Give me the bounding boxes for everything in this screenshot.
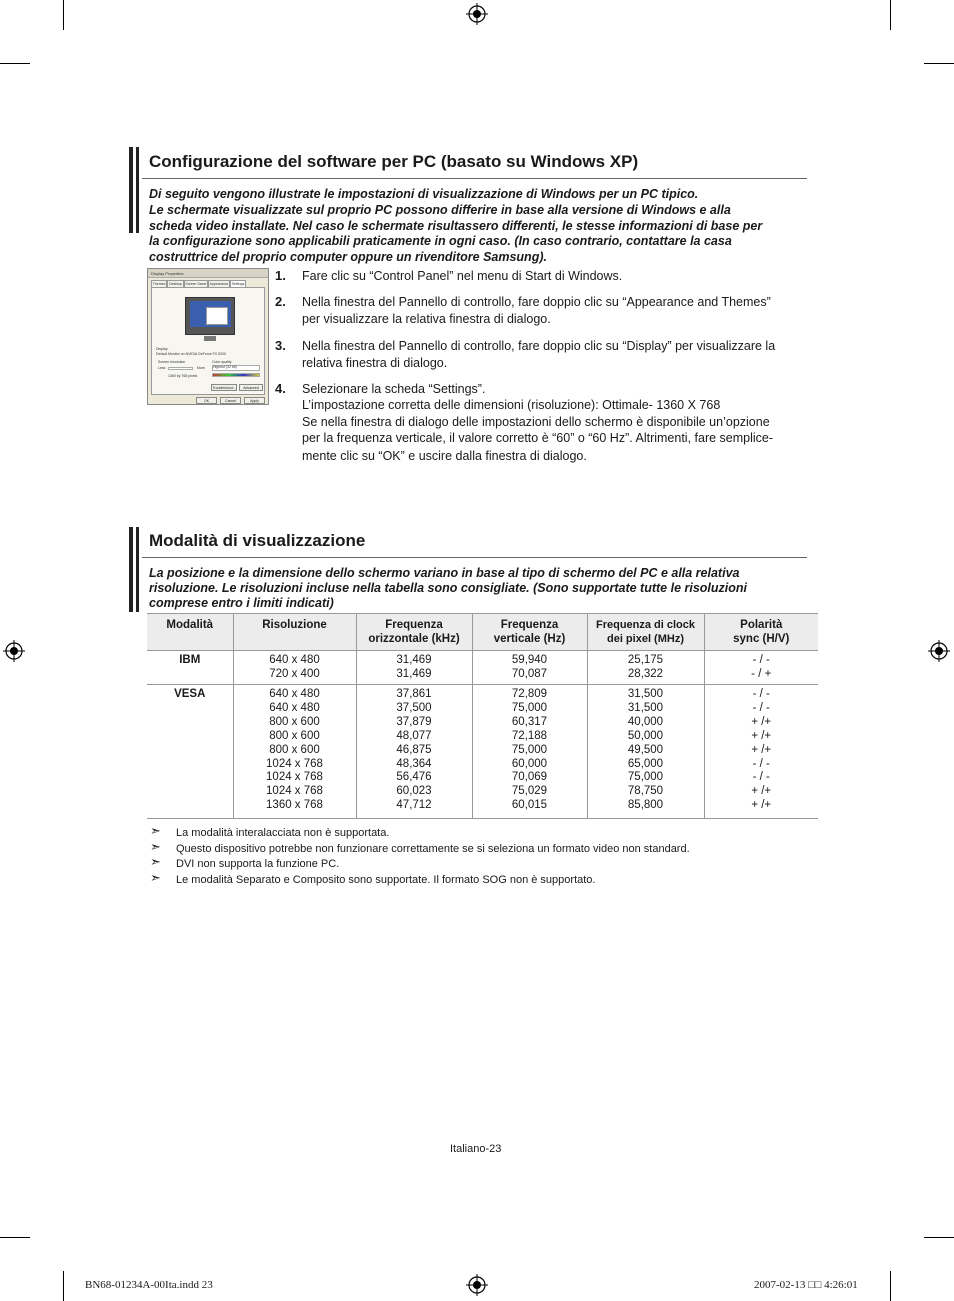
crop-mark <box>924 1237 954 1238</box>
display-value: Default Monitor on NVIDIA GeForce FX 5200 <box>156 352 226 356</box>
polarity-value: - / - <box>752 757 770 770</box>
crop-mark <box>890 1271 891 1301</box>
hfreq-cell <box>356 685 472 819</box>
clock-value: 25,175 <box>627 654 664 666</box>
resolution-value: 1024 x 768 <box>266 771 323 784</box>
clock-value: 75,000 <box>627 771 664 784</box>
step-line: Se nella finestra di dialogo delle impostazioni dello schermo è disponibile un’opzione <box>302 414 770 429</box>
clock-value: 50,000 <box>627 729 664 742</box>
crop-mark <box>0 63 30 64</box>
resolution-value: 640 x 480 <box>269 654 320 666</box>
step-number: 3. <box>275 338 286 353</box>
polarity-value: + /+ <box>751 743 772 756</box>
mode-cell: IBM <box>179 654 201 666</box>
intro-line: scheda video installate. Nel caso le schermate risultassero differenti, le stesse informazioni di base per <box>149 218 763 233</box>
table-header: Risoluzione <box>233 614 356 651</box>
dialog-title: Display Properties <box>148 269 268 278</box>
resolution-label: Screen resolution <box>158 360 186 364</box>
polarity-value: - / - <box>752 771 770 784</box>
polarity-value: + /+ <box>751 785 772 798</box>
resolution-value: 1360 by 768 pixels <box>168 374 198 378</box>
dialog-tab: Screen Saver <box>185 282 207 286</box>
clock-cell <box>587 685 704 819</box>
polarity-value: - / + <box>751 667 772 680</box>
cancel-button: Cancel <box>220 397 241 404</box>
section-title: Configurazione del software per PC (basato su Windows XP) <box>149 152 639 171</box>
step-text <box>302 268 812 285</box>
hfreq-value: 31,469 <box>396 667 432 680</box>
troubleshoot-button: Troubleshoot... <box>212 386 236 390</box>
resolution-value: 1360 x 768 <box>266 799 323 812</box>
section-rule <box>142 557 807 558</box>
resolution-value: 800 x 600 <box>269 743 320 756</box>
vfreq-value: 72,809 <box>511 688 548 700</box>
vfreq-value: 59,940 <box>511 654 548 666</box>
vfreq-value: 75,029 <box>511 785 548 798</box>
quality-label: Color quality <box>212 360 232 364</box>
resolution-value: 800 x 600 <box>269 729 320 742</box>
hfreq-value: 31,469 <box>396 654 432 666</box>
clock-value: 40,000 <box>627 715 664 728</box>
intro-line: Di seguito vengono illustrate le impostazioni di visualizzazione di Windows per un PC tipico. <box>149 187 699 201</box>
step-line: per la frequenza verticale, il valore corretto è “60” o “60 Hz”. Altrimenti, fare semplice- <box>302 431 774 446</box>
hfreq-value: 47,712 <box>396 799 432 812</box>
monitor-icon <box>185 297 235 335</box>
vfreq-cell <box>472 685 587 819</box>
polarity-value: + /+ <box>751 799 772 812</box>
hfreq-value: 48,364 <box>396 757 432 770</box>
crop-mark <box>924 63 954 64</box>
clock-value: 49,500 <box>627 743 664 756</box>
polarity-value: + /+ <box>751 729 772 742</box>
table-body <box>147 651 818 819</box>
section-bar <box>136 147 139 233</box>
hfreq-cell <box>356 651 472 685</box>
note-text: Questo dispositivo potrebbe non funzionare correttamente se si seleziona un formato video non standard. <box>176 843 690 855</box>
resolution-slider <box>168 367 193 370</box>
vfreq-value: 75,000 <box>511 701 548 714</box>
crop-mark <box>63 0 64 30</box>
ok-button: OK <box>196 397 217 404</box>
display-modes-table <box>147 613 818 819</box>
intro-line: risoluzione. Le risoluzioni incluse nella tabella sono consigliate. (Sono supportate tutte le risoluzioni <box>149 581 747 595</box>
table-header: Frequenza orizzontale (kHz) <box>356 614 472 651</box>
dialog-tab: Themes <box>152 282 166 286</box>
hfreq-value: 60,023 <box>396 785 432 798</box>
clock-value: 85,800 <box>627 799 664 812</box>
hfreq-value: 37,879 <box>396 715 432 728</box>
crop-mark <box>890 0 891 30</box>
vfreq-value: 60,015 <box>511 799 548 812</box>
table-header: Frequenza verticale (Hz) <box>472 614 587 651</box>
dialog-tab: Desktop <box>167 280 184 287</box>
intro-line: La posizione e la dimensione dello schermo variano in base al tipo di schermo del PC e alla relativa <box>149 566 740 580</box>
arrow-icon: ➣ <box>150 839 161 854</box>
more-label: More <box>197 366 205 370</box>
clock-value: 78,750 <box>627 785 664 798</box>
less-label: Less <box>158 366 166 370</box>
table-row <box>147 685 818 819</box>
arrow-icon: ➣ <box>150 870 161 885</box>
step-text <box>302 294 812 328</box>
resolution-value: 640 x 480 <box>269 688 320 700</box>
resolution-cell <box>233 685 356 819</box>
display-properties-screenshot <box>147 268 269 405</box>
slug-date: 2007-02-13 □□ 4:26:01 <box>754 1279 858 1291</box>
step-line: Selezionare la scheda “Settings”. <box>302 382 486 396</box>
advanced-button: Advanced <box>239 384 263 391</box>
table-header: Modalità <box>147 614 233 651</box>
step-number: 2. <box>275 294 286 309</box>
slug-file: BN68-01234A-00Ita.indd 23 <box>85 1279 213 1291</box>
resolution-value: 720 x 400 <box>269 667 320 680</box>
step-line: L’impostazione corretta delle dimensioni (risoluzione): Ottimale- 1360 X 768 <box>302 398 721 413</box>
arrow-icon: ➣ <box>150 854 161 869</box>
apply-button: Apply <box>244 397 265 404</box>
step-number: 4. <box>275 381 286 396</box>
step-number: 1. <box>275 268 286 283</box>
table-row <box>147 651 818 685</box>
vfreq-value: 72,188 <box>511 729 548 742</box>
vfreq-cell <box>472 651 587 685</box>
step-line: mente clic su “OK” e uscire dalla finestra di dialogo. <box>302 448 587 463</box>
section-bar <box>129 527 133 612</box>
intro-line: costruttrice del proprio computer oppure un rivenditore Samsung). <box>149 250 547 265</box>
step-text <box>302 381 812 464</box>
polarity-value: - / - <box>752 701 770 714</box>
polarity-value: + /+ <box>751 715 772 728</box>
clock-value: 31,500 <box>627 688 664 700</box>
step-line: per visualizzare la relativa finestra di dialogo. <box>302 312 551 326</box>
table-header: Polarità sync (H/V) <box>704 614 818 651</box>
section-rule <box>142 178 807 179</box>
resolution-cell <box>233 651 356 685</box>
page-number: Italiano-23 <box>450 1143 502 1155</box>
hfreq-value: 37,500 <box>396 701 432 714</box>
section-bar <box>136 527 139 612</box>
crop-mark <box>0 1237 30 1238</box>
registration-mark-icon <box>928 640 950 662</box>
section-title: Modalità di visualizzazione <box>149 531 366 550</box>
intro-line: comprese entro i limiti indicati) <box>149 596 334 610</box>
crop-mark <box>63 1271 64 1301</box>
hfreq-value: 48,077 <box>396 729 432 742</box>
table-header-row <box>147 614 818 651</box>
vfreq-value: 75,000 <box>511 743 548 756</box>
quality-value: Highest (32 bit) <box>213 365 237 369</box>
dialog-tab: Appearance <box>209 282 229 286</box>
step-line: relativa finestra di dialogo. <box>302 356 448 370</box>
registration-mark-icon <box>466 1274 488 1296</box>
polarity-cell <box>704 685 818 819</box>
vfreq-value: 60,317 <box>511 715 548 728</box>
polarity-value: - / - <box>752 654 770 666</box>
step-line: Nella finestra del Pannello di controllo, fare doppio clic su “Display” per visualizzare la <box>302 339 776 353</box>
note-text: Le modalità Separato e Composito sono supportate. Il formato SOG non è supportato. <box>176 874 596 886</box>
hfreq-value: 56,476 <box>396 771 432 784</box>
registration-mark-icon <box>3 640 25 662</box>
resolution-value: 1024 x 768 <box>266 785 323 798</box>
vfreq-value: 70,087 <box>511 667 548 680</box>
intro-line: Le schermate visualizzate sul proprio PC possono differire in base alla versione di Windows e alla <box>149 202 731 217</box>
section-intro <box>149 566 809 611</box>
dialog-panel <box>151 287 265 395</box>
hfreq-value: 37,861 <box>396 688 432 700</box>
display-label: Display: <box>156 347 169 351</box>
resolution-value: 1024 x 768 <box>266 757 323 770</box>
vfreq-value: 70,069 <box>511 771 548 784</box>
clock-value: 65,000 <box>627 757 664 770</box>
step-line: Fare clic su “Control Panel” nel menu di Start di Windows. <box>302 269 623 283</box>
note-text: DVI non supporta la funzione PC. <box>176 858 340 870</box>
mode-cell: VESA <box>174 688 206 700</box>
clock-cell <box>587 651 704 685</box>
note-text: La modalità interalacciata non è supportata. <box>176 827 390 839</box>
polarity-cell <box>704 651 818 685</box>
clock-value: 31,500 <box>627 701 664 714</box>
step-text <box>302 338 812 372</box>
section-bar <box>129 147 133 233</box>
arrow-icon: ➣ <box>150 823 161 838</box>
hfreq-value: 46,875 <box>396 743 432 756</box>
color-bar <box>212 373 260 377</box>
table-header: Frequenza di clock dei pixel (MHz) <box>587 614 704 651</box>
registration-mark-icon <box>466 3 488 25</box>
clock-value: 28,322 <box>627 667 664 680</box>
section-intro <box>149 187 809 266</box>
resolution-value: 800 x 600 <box>269 715 320 728</box>
intro-line: la configurazione sono applicabili praticamente in ogni caso. (In caso contrario, contattare la casa <box>149 234 732 249</box>
resolution-value: 640 x 480 <box>269 701 320 714</box>
vfreq-value: 60,000 <box>511 757 548 770</box>
step-line: Nella finestra del Pannello di controllo, fare doppio clic su “Appearance and Themes” <box>302 295 771 309</box>
dialog-tabs <box>151 280 265 287</box>
polarity-value: - / - <box>752 688 770 700</box>
dialog-tab: Settings <box>231 282 245 286</box>
